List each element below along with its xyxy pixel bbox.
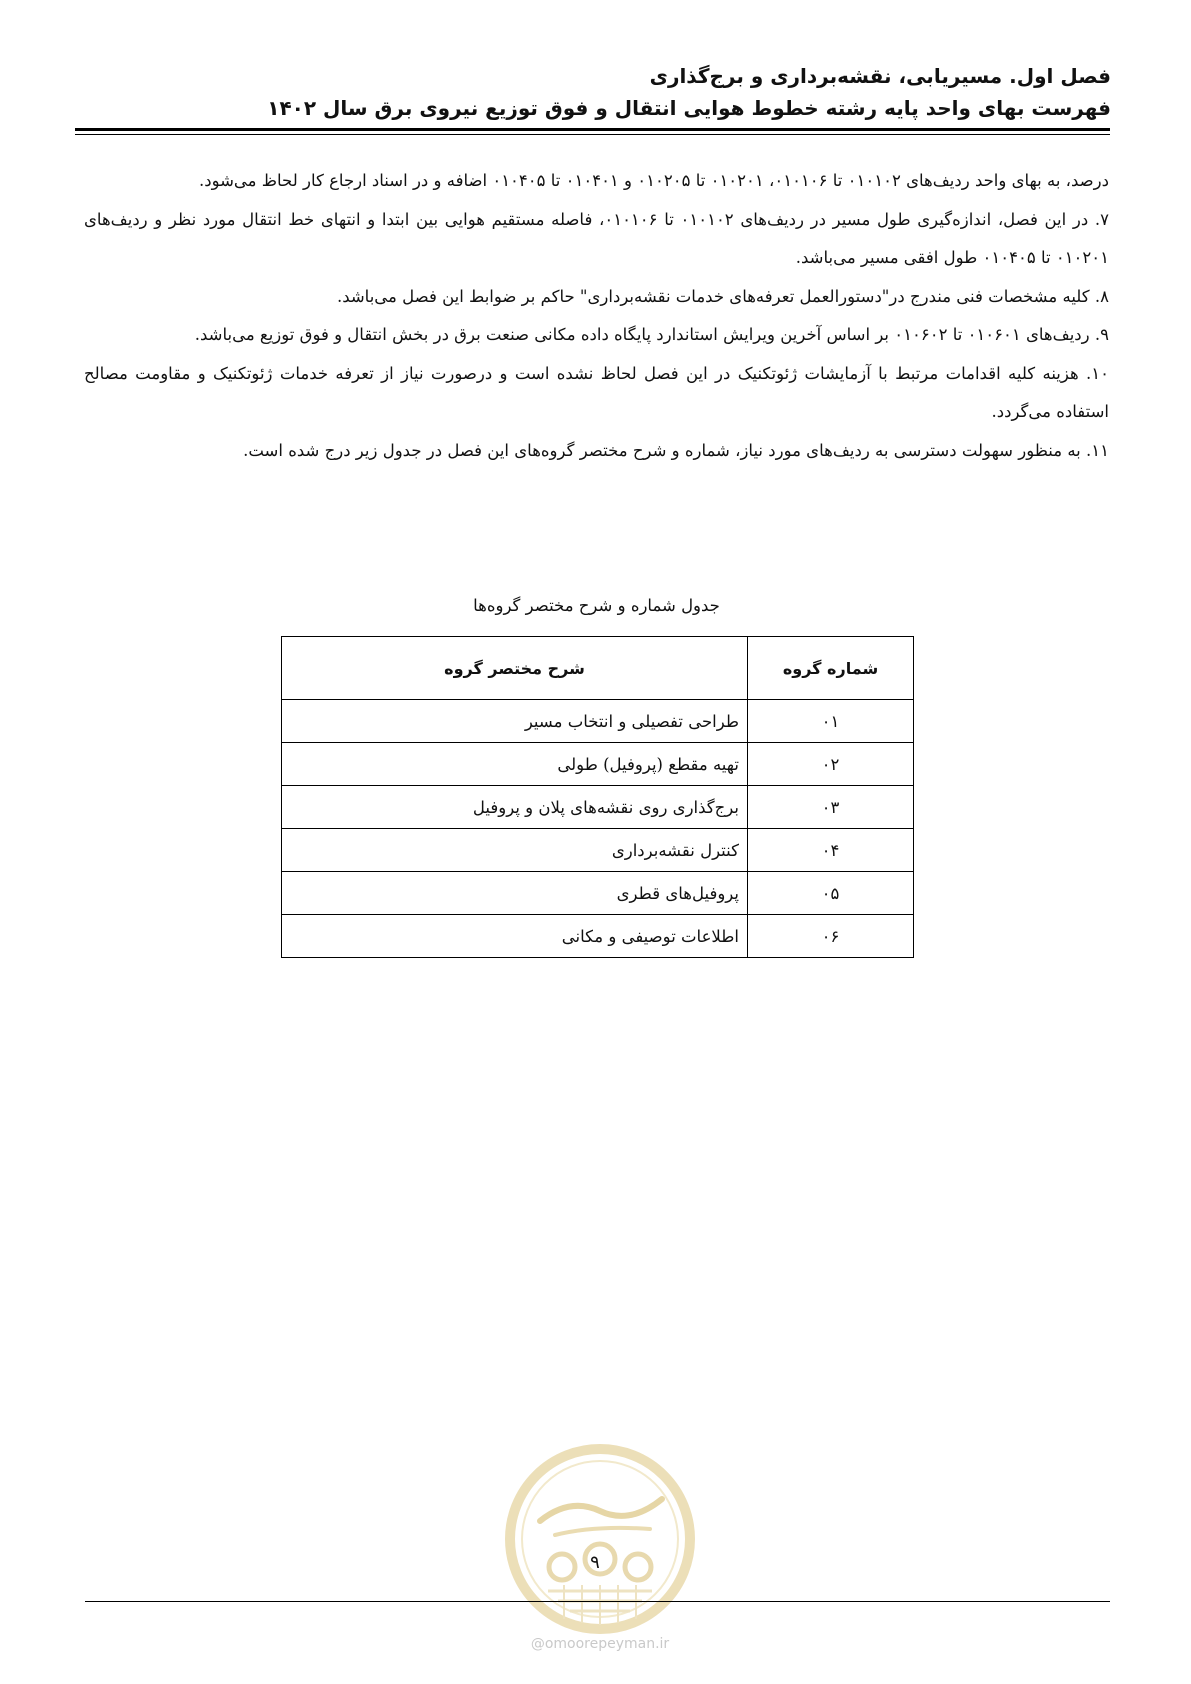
group-number: ۰۳: [748, 786, 914, 829]
group-description: کنترل نقشه‌برداری: [282, 829, 748, 872]
group-description: اطلاعات توصیفی و مکانی: [282, 915, 748, 958]
group-description: برج‌گذاری روی نقشه‌های پلان و پروفیل: [282, 786, 748, 829]
paragraph-9: ۹. ردیف‌های ۰۱۰۶۰۱ تا ۰۱۰۶۰۲ بر اساس آخرین ویرایش استاندارد پایگاه داده مکانی صنعت برق در بخش انتقال و فوق توزیع می‌باشد.: [194, 325, 1109, 344]
table-row: [282, 700, 914, 743]
group-description: طراحی تفصیلی و انتخاب مسیر: [282, 700, 748, 743]
table-row: [282, 829, 914, 872]
group-description: تهیه مقطع (پروفیل) طولی: [282, 743, 748, 786]
group-number: ۰۱: [748, 700, 914, 743]
page-number: ۹: [590, 1552, 600, 1573]
header-rule-thick: [75, 128, 1110, 131]
table-header-row: [282, 637, 914, 700]
body-text: [84, 162, 1109, 470]
group-description: پروفیل‌های قطری: [282, 872, 748, 915]
paragraph-7: ۷. در این فصل، اندازه‌گیری طول مسیر در ردیف‌های ۰۱۰۱۰۲ تا ۰۱۰۱۰۶، فاصله مستقیم هوایی بین ابتدا و انتهای خط انتقال مورد نظر و ردیف‌های ۰۱۰۲۰۱ تا ۰۱۰۴۰۵ طول افقی مسیر می‌باشد.: [84, 209, 1110, 267]
table-row: [282, 872, 914, 915]
footer-rule: [85, 1601, 1110, 1602]
group-number: ۰۵: [748, 872, 914, 915]
watermark-logo: [500, 1439, 700, 1639]
group-number: ۰۲: [748, 743, 914, 786]
header-group-number: شماره گروه: [748, 637, 914, 700]
paragraph-10: ۱۰. هزینه کلیه اقدامات مرتبط با آزمایشات ژئوتکنیک در این فصل لحاظ نشده است و درصورت نیاز از تعرفه خدمات ژئوتکنیک و مقاومت مصالح استفاده می‌گردد.: [84, 363, 1109, 421]
header-group-description: شرح مختصر گروه: [282, 637, 748, 700]
header-rule-thin: [75, 134, 1110, 135]
table-row: [282, 743, 914, 786]
paragraph-8: ۸. کلیه مشخصات فنی مندرج در"دستورالعمل تعرفه‌های خدمات نقشه‌برداری" حاکم بر ضوابط این فصل می‌باشد.: [336, 286, 1109, 306]
chapter-title: فصل اول. مسیریابی، نقشه‌برداری و برج‌گذاری: [649, 64, 1111, 88]
groups-table: [281, 636, 914, 958]
paragraph-continuation: درصد، به بهای واحد ردیف‌های ۰۱۰۱۰۲ تا ۰۱۰۱۰۶، ۰۱۰۲۰۱ تا ۰۱۰۲۰۵ و ۰۱۰۴۰۱ تا ۰۱۰۴۰۵ اضافه و در اسناد ارجاع کار لحاظ می‌شود.: [198, 171, 1109, 190]
table-caption: جدول شماره و شرح مختصر گروه‌ها: [473, 596, 720, 615]
paragraph-11: ۱۱. به منظور سهولت دسترسی به ردیف‌های مورد نیاز، شماره و شرح مختصر گروه‌های این فصل در جدول زیر درج شده است.: [243, 440, 1109, 460]
group-number: ۰۶: [748, 915, 914, 958]
document-title: فهرست بهای واحد پایه رشته خطوط هوایی انتقال و فوق توزیع نیروی برق سال ۱۴۰۲: [267, 96, 1111, 120]
table-row: [282, 786, 914, 829]
table-row: [282, 915, 914, 958]
watermark-url: @omoorepeyman.ir: [530, 1636, 670, 1652]
logo-seal-icon: [500, 1439, 700, 1639]
page-header: [81, 60, 1111, 124]
group-number: ۰۴: [748, 829, 914, 872]
